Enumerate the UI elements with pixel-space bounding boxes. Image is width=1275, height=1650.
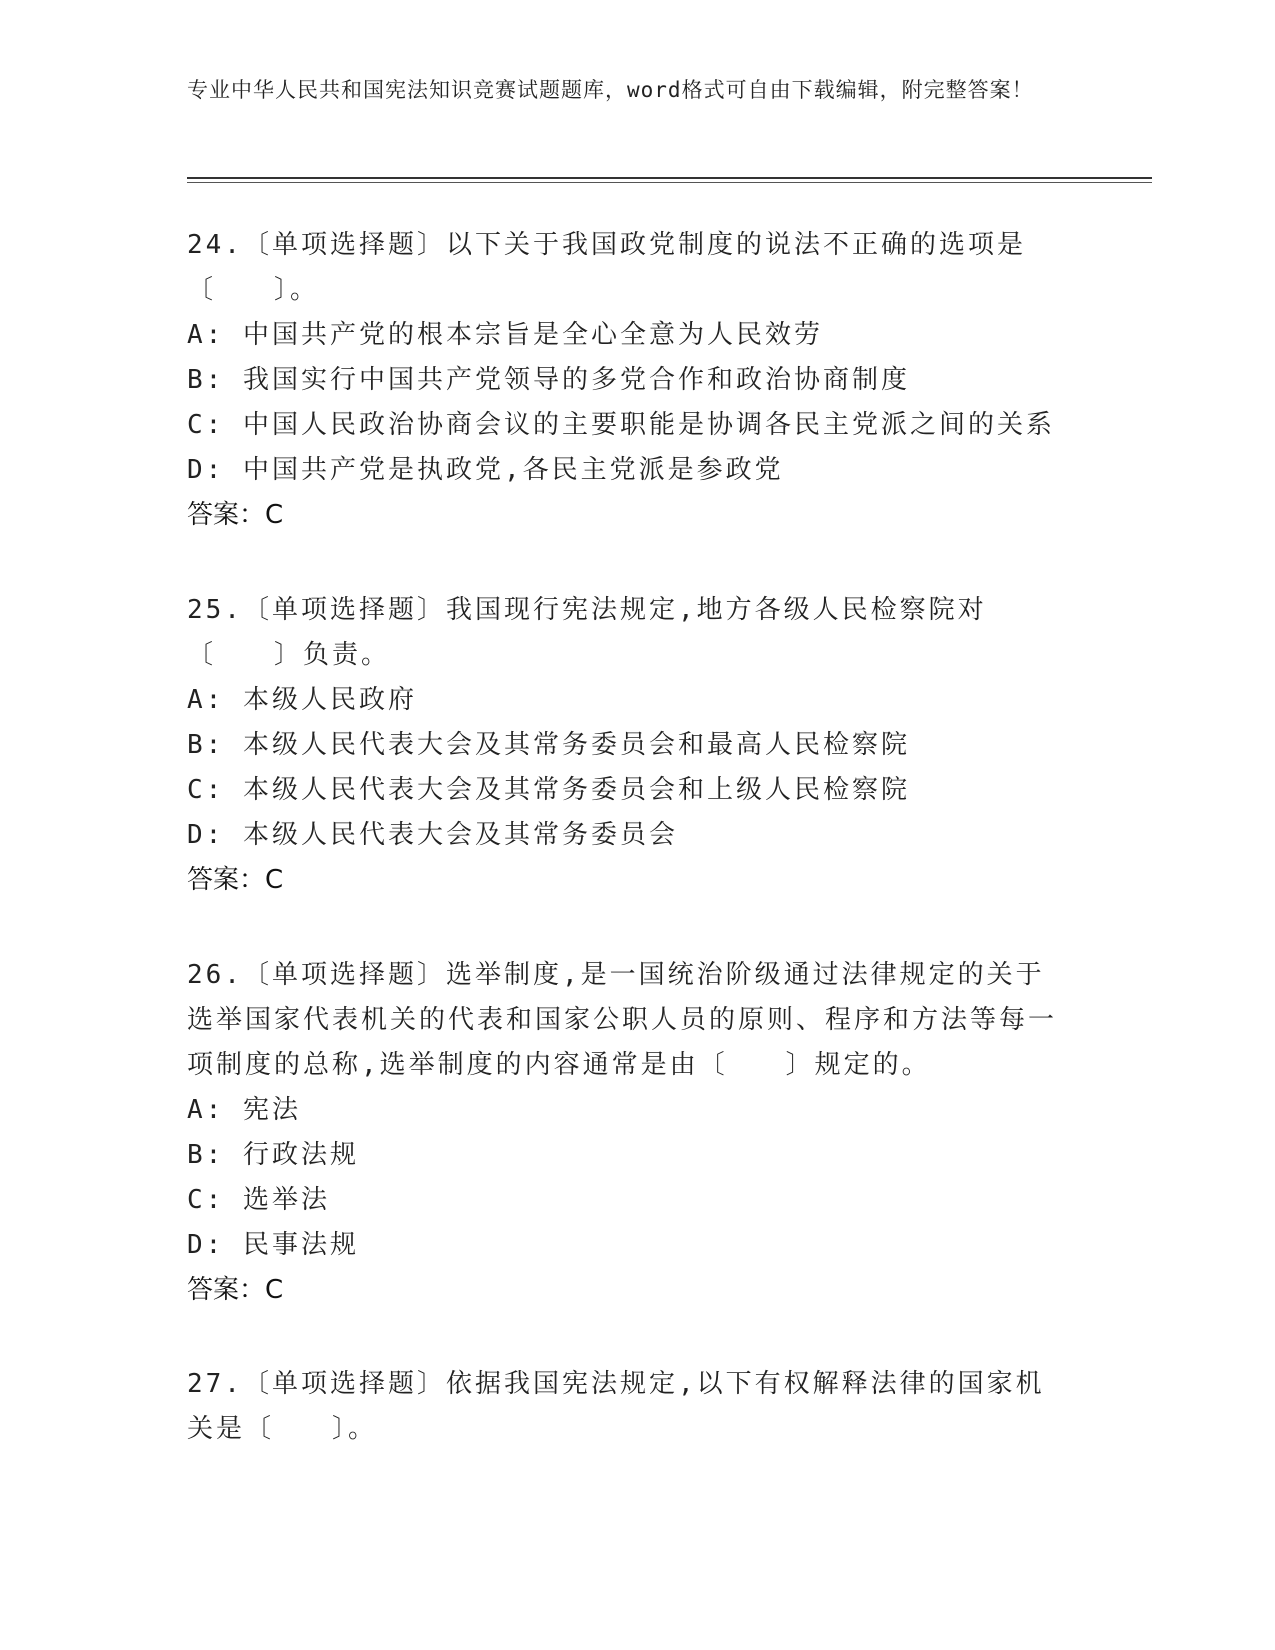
answer: 答案：C xyxy=(187,500,284,530)
question-24 xyxy=(187,223,1067,538)
answer: 答案：C xyxy=(187,865,284,895)
option-c: C: 中国人民政治协商会议的主要职能是协调各民主党派之间的关系 xyxy=(187,410,1055,440)
option-a: A: 宪法 xyxy=(187,1095,301,1125)
option-b: B: 行政法规 xyxy=(187,1140,359,1170)
option-c: C: 选举法 xyxy=(187,1185,330,1215)
question-27 xyxy=(187,1362,1067,1452)
option-d: D: 民事法规 xyxy=(187,1230,359,1260)
question-stem: 25.〔单项选择题〕我国现行宪法规定,地方各级人民检察院对〔 〕负责。 xyxy=(187,595,987,670)
option-a: A: 本级人民政府 xyxy=(187,685,417,715)
header-divider-thin xyxy=(187,182,1152,183)
option-d: D: 中国共产党是执政党,各民主党派是参政党 xyxy=(187,455,784,485)
question-stem: 24.〔单项选择题〕以下关于我国政党制度的说法不正确的选项是〔 〕。 xyxy=(187,230,1026,305)
option-c: C: 本级人民代表大会及其常务委员会和上级人民检察院 xyxy=(187,775,910,805)
option-a: A: 中国共产党的根本宗旨是全心全意为人民效劳 xyxy=(187,320,823,350)
question-stem: 26.〔单项选择题〕选举制度,是一国统治阶级通过法律规定的关于选举国家代表机关的代表和国家公职人员的原则、程序和方法等每一项制度的总称,选举制度的内容通常是由〔 〕规定的。 xyxy=(187,960,1058,1080)
question-26 xyxy=(187,953,1067,1313)
header-divider-thick xyxy=(187,177,1152,179)
option-b: B: 我国实行中国共产党领导的多党合作和政治协商制度 xyxy=(187,365,910,395)
option-b: B: 本级人民代表大会及其常务委员会和最高人民检察院 xyxy=(187,730,910,760)
answer: 答案：C xyxy=(187,1275,284,1305)
document-header: 专业中华人民共和国宪法知识竞赛试题题库，word格式可自由下载编辑，附完整答案！ xyxy=(187,78,1034,102)
question-25 xyxy=(187,588,1067,903)
option-d: D: 本级人民代表大会及其常务委员会 xyxy=(187,820,678,850)
question-stem: 27.〔单项选择题〕依据我国宪法规定,以下有权解释法律的国家机关是〔 〕。 xyxy=(187,1369,1045,1444)
